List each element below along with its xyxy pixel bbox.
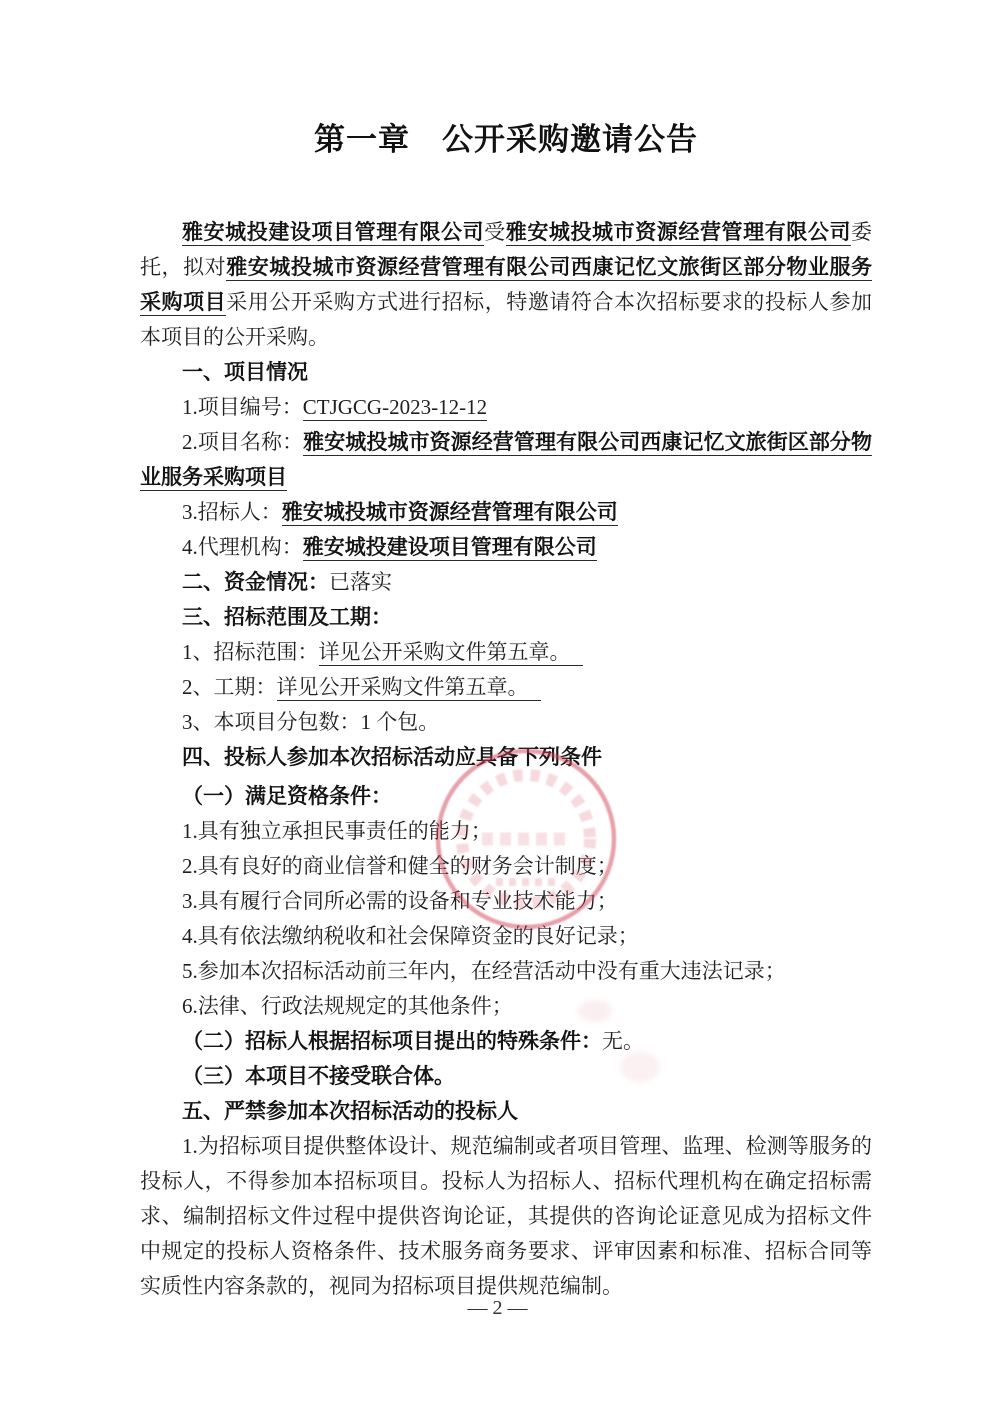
condition-item: 6.法律、行政法规规定的其他条件； [182,994,513,1018]
agent-item [140,530,872,565]
special-conditions-label: （二）招标人根据招标项目提出的特殊条件： [182,1029,602,1053]
project-name: 雅安城投城市资源经营管理有限公司西康记忆文旅街区部分物业服务采购项目 [140,255,873,314]
package-label: 3、本项目分包数： [182,710,361,734]
scope-label: 1、招标范围： [182,640,319,664]
duration-label: 2、工期： [182,675,277,699]
document-content [140,0,872,1304]
page-number: —2— [467,1297,533,1319]
section2-line [140,565,872,600]
scope-value: 详见公开采购文件第五章。 [319,640,583,666]
project-number-item [140,390,872,425]
project-name-label: 2.项目名称： [182,430,304,454]
project-name-item [140,425,872,495]
condition-item: 2.具有良好的商业信誉和健全的财务会计制度； [182,854,618,878]
chapter-title: 第一章 公开采购邀请公告 [314,122,698,157]
section2-heading: 二、资金情况： [182,570,329,594]
duration-item [140,670,872,705]
condition-item: 3.具有履行合同所必需的设备和专业技术能力； [182,889,618,913]
client-name: 雅安城投城市资源经营管理有限公司 [505,220,852,244]
section5-heading: 五、严禁参加本次招标活动的投标人 [182,1099,518,1123]
package-item [140,705,872,740]
special-conditions-line [140,1024,872,1059]
package-value: 1 个包。 [360,710,440,734]
special-conditions-value: 无。 [602,1029,644,1053]
qualification-subheading: （一）满足资格条件： [182,784,392,808]
funding-status: 已落实 [329,570,392,594]
project-number-value: CTJGCG-2023-12-12 [302,395,488,419]
project-name-value: 雅安城投城市资源经营管理有限公司西康记忆文旅街区部分物业服务采购项目 [140,430,872,489]
tenderee-item [140,495,872,530]
project-number-label: 1.项目编号： [182,395,303,419]
duration-value: 详见公开采购文件第五章。 [277,675,541,701]
condition-item: 4.具有依法缴纳税收和社会保障资金的良好记录； [182,924,639,948]
condition-item: 5.参加本次招标活动前三年内，在经营活动中没有重大违法记录； [182,959,786,983]
intro-connector-2: 委托，拟对 [140,220,873,279]
section1-heading: 一、项目情况 [182,360,308,384]
tenderee-value: 雅安城投城市资源经营管理有限公司 [281,500,618,524]
agency-name: 雅安城投建设项目管理有限公司 [182,220,485,244]
agent-label: 4.代理机构： [182,535,303,559]
scope-item [140,635,872,670]
section4-heading: 四、投标人参加本次招标活动应具备下列条件 [182,745,602,769]
agent-value: 雅安城投建设项目管理有限公司 [302,535,597,559]
intro-rest: 采用公开采购方式进行招标，特邀请符合本次招标要求的投标人参加本项目的公开采购。 [140,290,873,349]
no-consortium-line: （三）本项目不接受联合体。 [182,1064,455,1088]
condition-item: 1.具有独立承担民事责任的能力； [182,819,492,843]
section5-paragraph: 1.为招标项目提供整体设计、规范编制或者项目管理、监理、检测等服务的投标人，不得参加本招标项目。投标人为招标人、招标代理机构在确定招标需求、编制招标文件过程中提供咨询论证，其提供的咨询论证意见成为招标文件中规定的投标人资格条件、技术服务商务要求、评审因素和标准、招标合同等实质性内容条款的，视同为招标项目提供规范编制。 [140,1134,872,1298]
tenderee-label: 3.招标人： [182,500,282,524]
section3-heading: 三、招标范围及工期： [182,605,392,629]
intro-connector-1: 受 [484,220,506,244]
intro-paragraph [140,215,872,355]
